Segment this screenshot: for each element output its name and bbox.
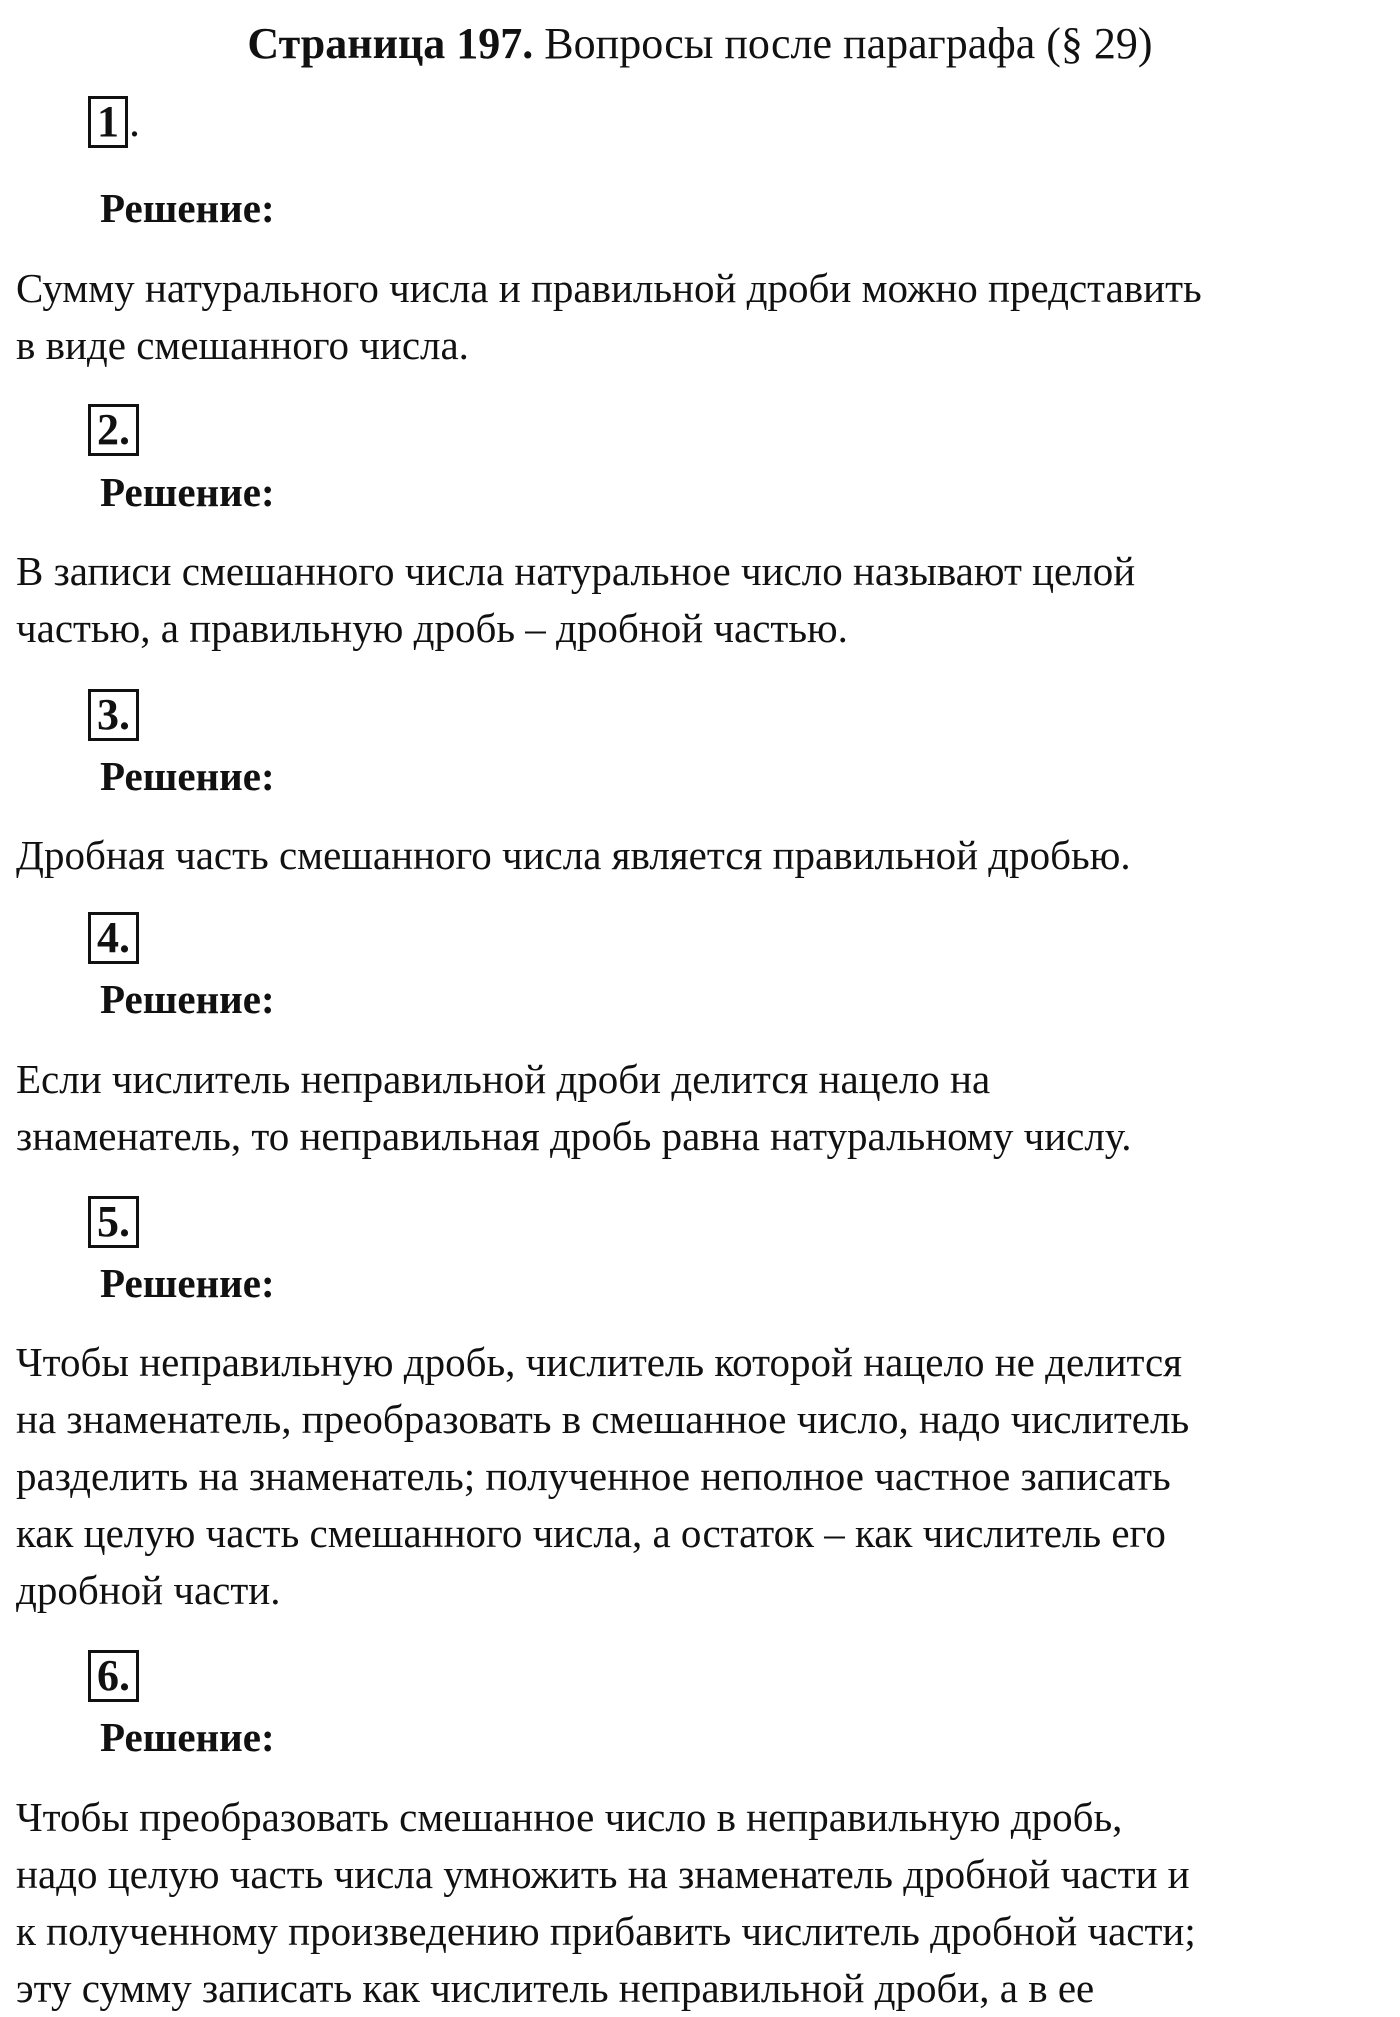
answer-line: знаменатель, то неправильная дробь равна натуральному числу. xyxy=(16,1113,1132,1159)
answer-5 xyxy=(16,1334,1386,1619)
question-number-box: 2. xyxy=(88,404,139,456)
question-number-box: 4. xyxy=(88,912,139,964)
question-number-box: 1 xyxy=(88,96,128,148)
question-number-3 xyxy=(88,689,139,741)
solution-label-6: Решение: xyxy=(100,1714,275,1760)
answer-6 xyxy=(16,1789,1386,2017)
answer-line: надо целую часть числа умножить на знаменатель дробной части и xyxy=(16,1851,1190,1897)
question-number-box: 3. xyxy=(88,689,139,741)
page-header xyxy=(0,16,1400,72)
answer-line: Дробная часть смешанного числа является правильной дробью. xyxy=(16,832,1131,878)
solution-label-4: Решение: xyxy=(100,976,275,1022)
answer-4 xyxy=(16,1051,1386,1165)
answer-line: Если числитель неправильной дроби делится нацело на xyxy=(16,1056,991,1102)
answer-line: разделить на знаменатель; полученное неполное частное записать xyxy=(16,1453,1171,1499)
answer-2 xyxy=(16,543,1386,657)
question-number-5 xyxy=(88,1196,139,1248)
page-number-label: Страница 197. xyxy=(247,19,534,68)
answer-1 xyxy=(16,260,1386,374)
answer-line: частью, а правильную дробь – дробной частью. xyxy=(16,605,848,651)
solution-label-5: Решение: xyxy=(100,1260,275,1306)
solution-label-2: Решение: xyxy=(100,469,275,515)
question-number-4 xyxy=(88,912,139,964)
question-number-dot: . xyxy=(129,97,140,146)
answer-line: Сумму натурального числа и правильной дроби можно представить xyxy=(16,265,1202,311)
question-number-1 xyxy=(88,96,140,148)
question-number-2 xyxy=(88,404,139,456)
answer-line: к полученному произведению прибавить числитель дробной части; xyxy=(16,1908,1196,1954)
answer-line: В записи смешанного числа натуральное число называют целой xyxy=(16,548,1136,594)
question-number-box: 6. xyxy=(88,1650,139,1702)
section-title: Вопросы после параграфа (§ 29) xyxy=(544,19,1153,68)
question-number-box: 5. xyxy=(88,1196,139,1248)
answer-3 xyxy=(16,827,1386,884)
solution-label-3: Решение: xyxy=(100,753,275,799)
answer-line: Чтобы неправильную дробь, числитель которой нацело не делится xyxy=(16,1339,1183,1385)
question-number-6 xyxy=(88,1650,139,1702)
answer-line: на знаменатель, преобразовать в смешанное число, надо числитель xyxy=(16,1396,1190,1442)
solution-label-1: Решение: xyxy=(100,185,275,231)
answer-line: дробной части. xyxy=(16,1567,281,1613)
answer-line: как целую часть смешанного числа, а остаток – как числитель его xyxy=(16,1510,1166,1556)
answer-line: Чтобы преобразовать смешанное число в неправильную дробь, xyxy=(16,1794,1123,1840)
answer-line: эту сумму записать как числитель неправильной дроби, а в ее xyxy=(16,1965,1095,2011)
answer-line: в виде смешанного числа. xyxy=(16,322,469,368)
